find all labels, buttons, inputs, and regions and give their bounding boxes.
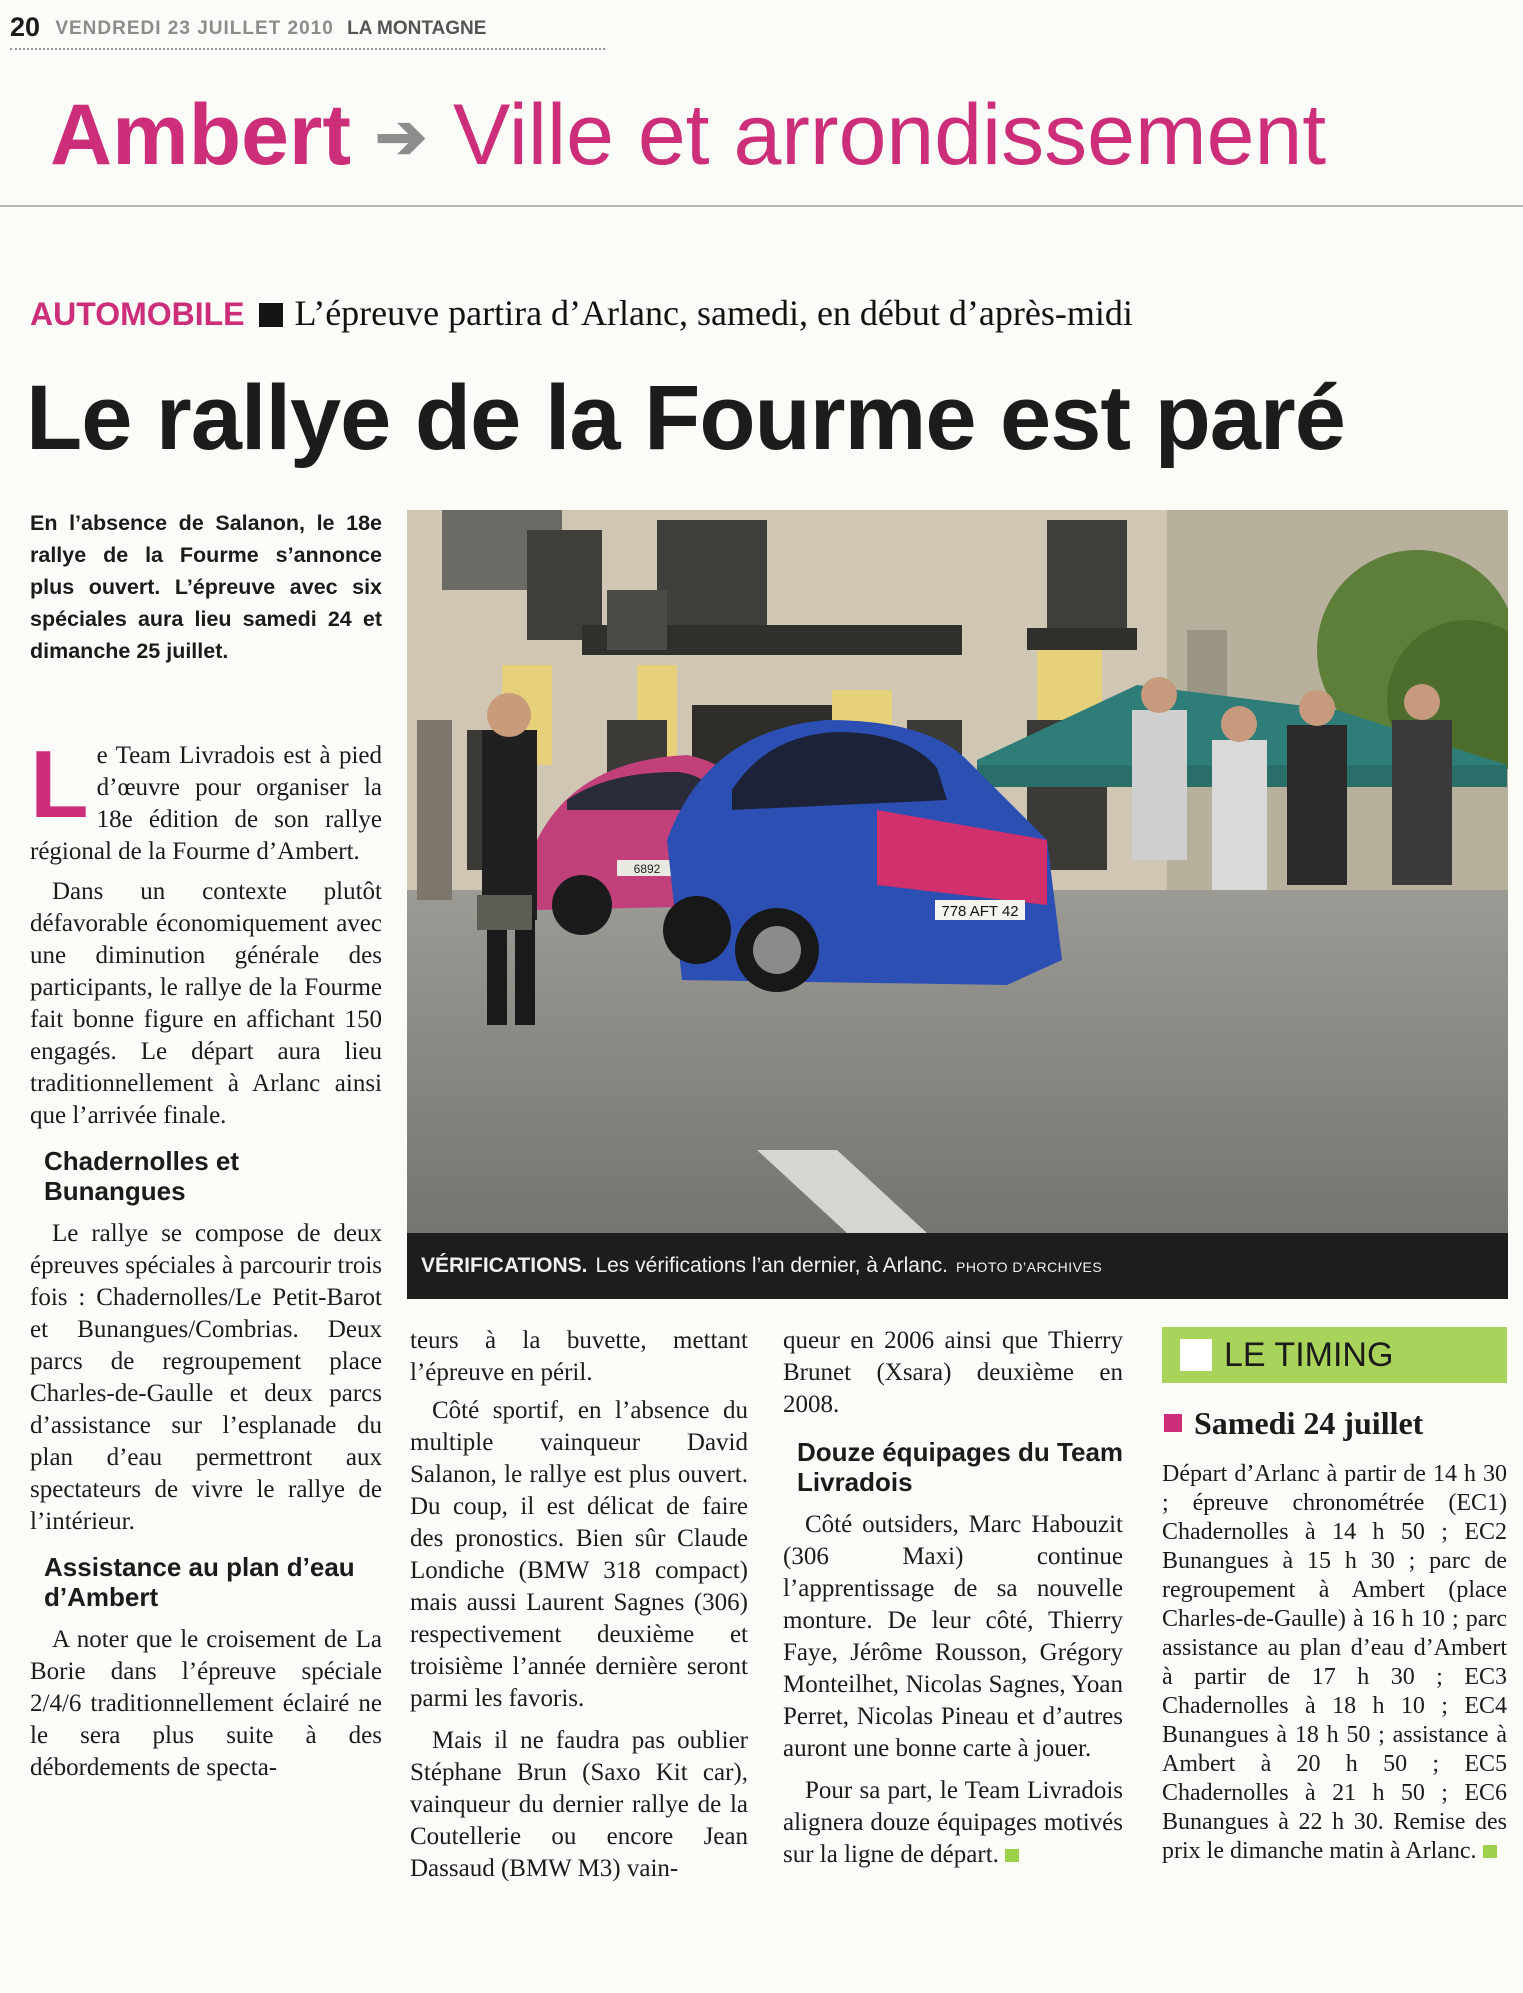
article-kicker xyxy=(30,292,1510,344)
paragraph-9: Côté outsiders, Marc Habouzit (306 Maxi) continue l’apprentissage de sa nouvelle monture. De leur côté, Thierry Faye, Jérôme Rousson, Grégory Monteilhet, Nicolas Sagnes, Yoan Perret, Nicolas Pineau et d’autres auront une bonne carte à jouer. xyxy=(783,1511,1123,1762)
timing-schedule xyxy=(1162,1460,1507,1866)
end-mark-icon xyxy=(1483,1845,1497,1858)
article-lead: En l’absence de Salanon, le 18e rallye de la Fourme s’annonce plus ouvert. L’épreuve avec six spéciales aura lieu samedi 24 et dimanche 25 juillet. xyxy=(30,511,382,663)
folio-divider xyxy=(10,48,605,50)
paragraph-1-text: e Team Livradois est à pied d’œuvre pour organiser la 18e édition de son rallye régional de la Fourme d’Ambert. xyxy=(30,742,382,865)
carried-bag xyxy=(477,895,532,930)
paragraph-7: Mais il ne faudra pas oublier Stéphane Brun (Saxo Kit car), vainqueur du dernier rallye de la Coutellerie ou encore Jean Dassaud (BMW M3) vain- xyxy=(410,1727,748,1882)
section-name: Ville et arrondissement xyxy=(453,87,1327,183)
paragraph-5: teurs à la buvette, mettant l’épreuve en péril. xyxy=(410,1327,748,1386)
paragraph-4: A noter que le croisement de La Borie dans l’épreuve spéciale 2/4/6 traditionnellement éclairé ne le sera plus suite à des débordements de specta- xyxy=(30,1626,382,1781)
paragraph-8: queur en 2006 ainsi que Thierry Brunet (Xsara) deuxième en 2008. xyxy=(783,1327,1123,1418)
rally-cars-illustration xyxy=(407,510,1508,1299)
caption-text: Les vérifications l’an dernier, à Arlanc. xyxy=(595,1254,948,1277)
article-column-2 xyxy=(410,1325,748,1885)
section-header xyxy=(50,80,1510,190)
timing-header xyxy=(1162,1327,1507,1383)
subheading-assistance: Assistance au plan d’eau d’Ambert xyxy=(44,1552,355,1612)
page-folio xyxy=(10,12,610,52)
drop-cap: L xyxy=(30,731,89,838)
timing-column xyxy=(1162,1460,1507,1866)
page-number: 20 xyxy=(10,12,41,42)
article-column-3 xyxy=(783,1325,1123,1871)
newspaper-name: LA MONTAGNE xyxy=(347,18,487,39)
paragraph-2: Dans un contexte plutôt défavorable économiquement avec une diminution générale des participants, le rallye de la Fourme fait bonne figure en affichant 150 engagés. Le départ aura lieu traditionnellement à Arlanc ainsi que l’arrivée finale. xyxy=(30,878,382,1129)
end-mark-icon xyxy=(1005,1849,1019,1862)
paragraph-3: Le rallye se compose de deux épreuves spéciales à parcourir trois fois : Chadernolles/Le Petit-Barot et Bunangues/Combrias. Deux parcs de regroupement place Charles-de-Gaulle et deux parcs d’assistance sur l’esplanade du plan d’eau permettront aux spectateurs de vivre le rallye de l’intérieur. xyxy=(30,1220,382,1535)
article-photo xyxy=(407,510,1508,1299)
timing-schedule-text: Départ d’Arlanc à partir de 14 h 30 ; épreuve chronométrée (EC1) Chadernolles à 14 h 50 ; EC2 Bunangues à 15 h 30 ; parc de regroupement à Ambert (place Charles-de-Gaulle) à 16 h 10 ; parc assistance au plan d’eau d’Ambert à partir de 17 h 30 ; EC3 Chadernolles à 18 h 10 ; EC4 Bunangues à 18 h 50 ; assistance à Ambert à 20 h 50 ; EC5 Chadernolles à 21 h 50 ; EC6 Bunangues à 22 h 30. Remise des prix le dimanche matin à Arlanc. xyxy=(1162,1461,1507,1864)
paragraph-1 xyxy=(30,731,382,868)
square-bullet-icon xyxy=(1180,1339,1212,1371)
subheading-douze-equipages: Douze équipages du Team Livradois xyxy=(797,1437,1124,1497)
article-column-1 xyxy=(30,731,382,1784)
subheading-chadernolles: Chadernolles et Bunangues xyxy=(44,1146,240,1206)
article-rubric: AUTOMOBILE xyxy=(30,296,245,332)
arrow-right-icon: ➔ xyxy=(375,103,427,172)
section-town: Ambert xyxy=(50,87,352,183)
square-bullet-icon xyxy=(1164,1414,1182,1432)
timing-day xyxy=(1162,1405,1507,1449)
article-headline: Le rallye de la Fourme est paré xyxy=(26,367,1345,469)
timing-title: LE TIMING xyxy=(1224,1336,1394,1374)
front-car-plate: 778 AFT 42 xyxy=(941,903,1019,920)
photo-caption xyxy=(407,1233,1508,1299)
rear-car-plate: 6892 xyxy=(633,862,661,876)
paragraph-10-text: Pour sa part, le Team Livradois alignera douze équipages motivés sur la ligne de départ. xyxy=(783,1777,1123,1868)
timing-day-label: Samedi 24 juillet xyxy=(1194,1405,1424,1441)
paragraph-6: Côté sportif, en l’absence du multiple vainqueur David Salanon, le rallye est plus ouvert. Du coup, il est délicat de faire des pronostics. Bien sûr Claude Londiche (BMW 318 compact) mais aussi Laurent Sagnes (306) respectivement deuxième et troisième l’année dernière seront parmi les favoris. xyxy=(410,1397,748,1712)
kicker-text: L’épreuve partira d’Arlanc, samedi, en début d’après-midi xyxy=(294,293,1133,333)
caption-lead: VÉRIFICATIONS. xyxy=(421,1254,588,1277)
square-bullet-icon xyxy=(259,303,283,327)
photo-credit: PHOTO D’ARCHIVES xyxy=(955,1259,1103,1275)
section-divider xyxy=(0,205,1523,207)
paragraph-10 xyxy=(783,1775,1123,1871)
issue-date: VENDREDI 23 JUILLET 2010 xyxy=(55,18,334,39)
